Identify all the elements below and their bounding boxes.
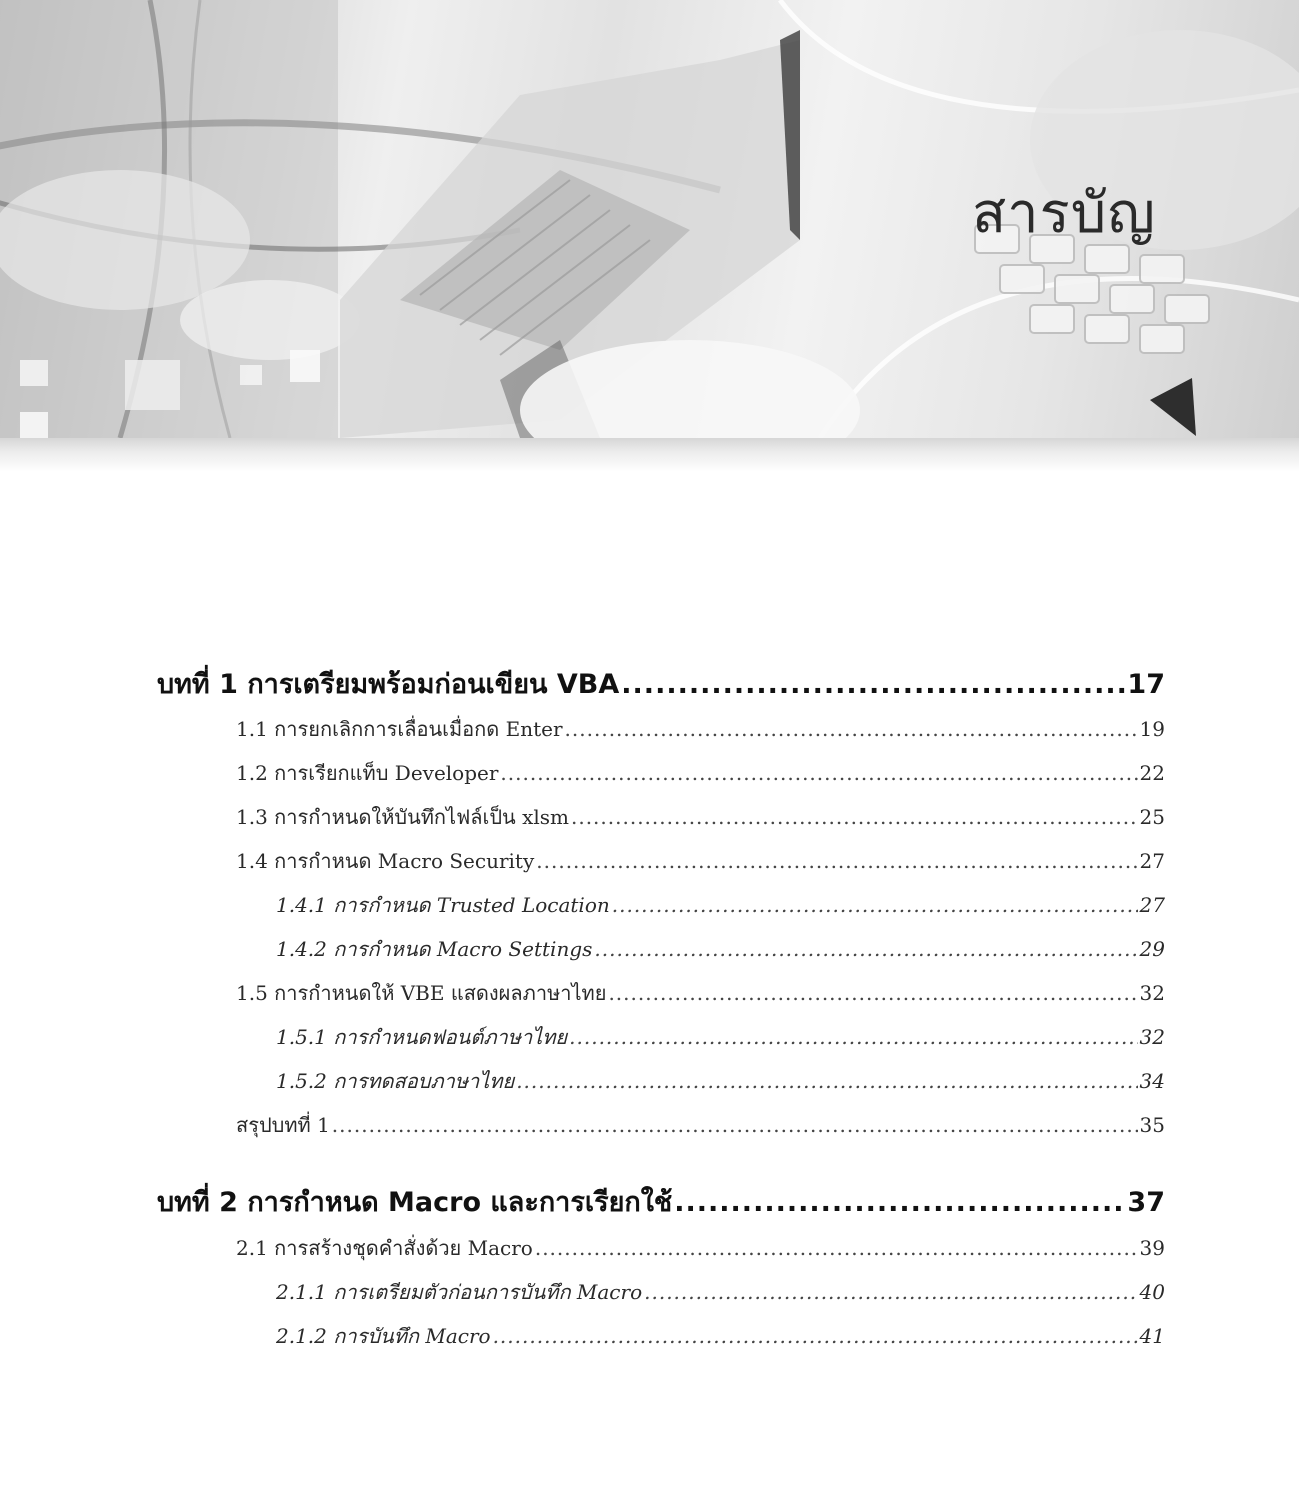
toc-page-number: 19: [1139, 717, 1165, 741]
toc-page-number: 39: [1139, 1236, 1165, 1260]
toc-entry-label: 1.5.1 การกำหนดฟอนต์ภาษาไทย: [276, 1025, 568, 1049]
toc-entry-1-4-2[interactable]: [276, 933, 1165, 965]
toc-entry-label: 1.4.1 การกำหนด Trusted Location: [276, 893, 610, 917]
toc-page-number: 29: [1139, 937, 1165, 961]
toc-page-number: 27: [1139, 849, 1165, 873]
toc-leader-dots: [608, 981, 1137, 1005]
toc-page-number: 37: [1127, 1187, 1165, 1218]
header-banner: [0, 0, 1299, 438]
toc-leader-dots: [571, 805, 1138, 829]
toc-entry-1-5[interactable]: [236, 977, 1165, 1009]
toc-page-number: 25: [1139, 805, 1165, 829]
toc-entry-label: 1.2 การเรียกแท็บ Developer: [236, 761, 499, 785]
toc-leader-dots: [612, 893, 1138, 917]
toc-leader-dots: [516, 1069, 1137, 1093]
banner-shadow: [0, 438, 1299, 472]
toc-entry-2-1-1[interactable]: [276, 1276, 1165, 1308]
toc-entry-label: 1.5 การกำหนดให้ VBE แสดงผลภาษาไทย: [236, 981, 607, 1005]
toc-page-number: 35: [1139, 1113, 1165, 1137]
toc-leader-dots: [500, 761, 1137, 785]
toc-leader-dots: [536, 849, 1137, 873]
toc-page-number: 32: [1139, 981, 1165, 1005]
toc-entry-1-5-1[interactable]: [276, 1021, 1165, 1053]
toc-page-number: 34: [1139, 1069, 1165, 1093]
toc-entry-label: 1.1 การยกเลิกการเลื่อนเมื่อกด Enter: [236, 717, 563, 741]
toc-entry-label: 1.5.2 การทดสอบภาษาไทย: [276, 1069, 515, 1093]
toc-leader-dots: [594, 937, 1137, 961]
toc-page-number: 32: [1139, 1025, 1165, 1049]
toc-entry-label: 1.3 การกำหนดให้บันทึกไฟล์เป็น xlsm: [236, 805, 569, 829]
toc-entry-label: 1.4 การกำหนด Macro Security: [236, 849, 535, 873]
toc-entry-label: 1.4.2 การกำหนด Macro Settings: [276, 937, 593, 961]
toc-entry-label: สรุปบทที่ 1: [236, 1113, 330, 1137]
toc-entry-2-1[interactable]: [236, 1232, 1165, 1264]
toc-page-number: 22: [1139, 761, 1165, 785]
toc-chapter-label: บทที่ 2 การกำหนด Macro และการเรียกใช้: [157, 1187, 673, 1218]
toc-leader-dots: [621, 669, 1125, 700]
page-title: สารบัญ: [972, 181, 1156, 246]
toc-entry-1-2[interactable]: [236, 757, 1165, 789]
toc-leader-dots: [674, 1187, 1125, 1218]
toc-chapter-2[interactable]: [157, 1180, 1165, 1223]
toc-page-number: 17: [1127, 669, 1165, 700]
toc-leader-dots: [332, 1113, 1138, 1137]
toc-entry-label: 2.1.2 การบันทึก Macro: [276, 1324, 491, 1348]
toc-leader-dots: [644, 1280, 1137, 1304]
toc-chapter-label: บทที่ 1 การเตรียมพร้อมก่อนเขียน VBA: [157, 669, 620, 700]
toc-leader-dots: [565, 717, 1138, 741]
toc-leader-dots: [569, 1025, 1137, 1049]
toc-entry-2-1-2[interactable]: [276, 1320, 1165, 1352]
toc-page-number: 27: [1139, 893, 1165, 917]
toc-entry-1-4-1[interactable]: [276, 889, 1165, 921]
toc-entry-label: 2.1.1 การเตรียมตัวก่อนการบันทึก Macro: [276, 1280, 643, 1304]
toc-leader-dots: [535, 1236, 1138, 1260]
toc-entry-summary-1[interactable]: [236, 1109, 1165, 1141]
toc-entry-label: 2.1 การสร้างชุดคำสั่งด้วย Macro: [236, 1236, 533, 1260]
toc-leader-dots: [493, 1324, 1138, 1348]
toc-entry-1-4[interactable]: [236, 845, 1165, 877]
toc-chapter-1[interactable]: [157, 662, 1165, 705]
toc-page-number: 40: [1139, 1280, 1165, 1304]
toc-page-number: 41: [1139, 1324, 1165, 1348]
toc-entry-1-1[interactable]: [236, 713, 1165, 745]
toc-entry-1-5-2[interactable]: [276, 1065, 1165, 1097]
toc-entry-1-3[interactable]: [236, 801, 1165, 833]
